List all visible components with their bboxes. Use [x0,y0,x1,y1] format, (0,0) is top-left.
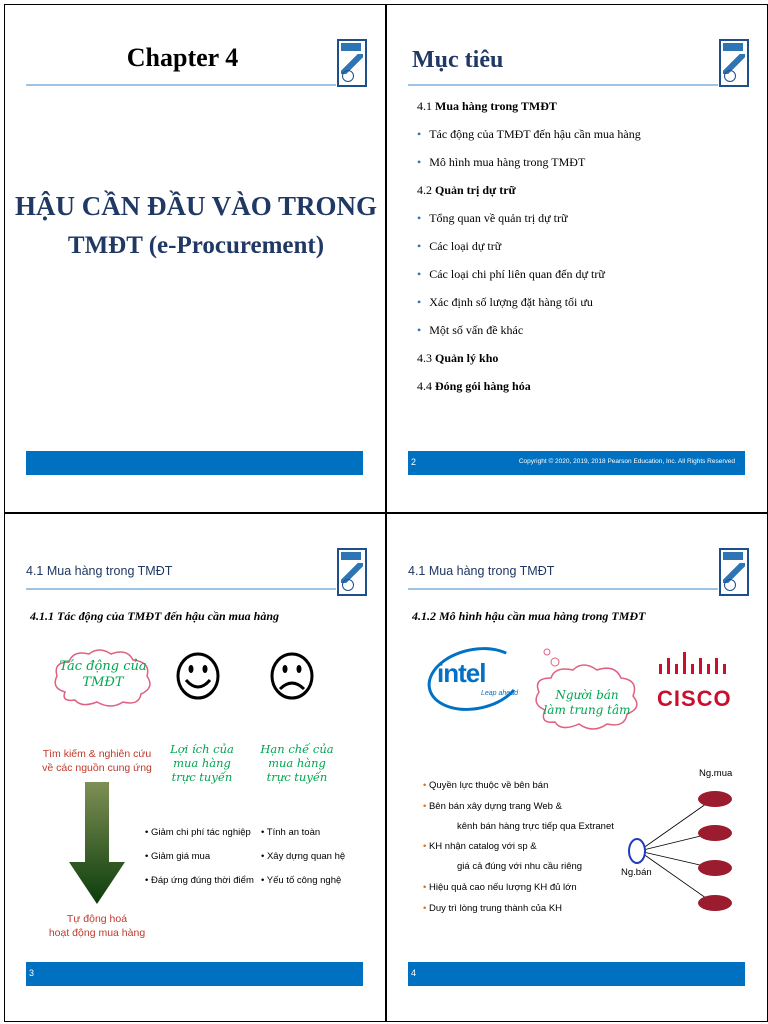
slide-footer [408,962,745,986]
title-divider [26,84,336,86]
bullet-item: • Duy trì lòng trung thành của KH [423,903,563,914]
subsection-title: 4.1.1 Tác động của TMĐT đến hậu cần mua hàng [30,609,280,623]
buyer-label: Ng.mua [699,768,733,779]
automation-line-1: Tự động hoá [66,913,128,925]
slide-footer [26,451,363,475]
limit-title-line-2: mua hàng [268,756,326,770]
university-logo-icon [719,548,749,596]
slide-title: Chapter 4 [126,43,239,72]
benefit-title [157,742,247,784]
cloud-text [47,659,159,691]
cloud-line-2: làm trung tâm [543,703,631,717]
copyright-text: Copyright © 2020, 2019, 2018 Pearson Education, Inc. All Rights Reserved [518,458,735,465]
slide-footer [408,451,745,475]
slide-4 [386,513,768,1022]
slide-title: Mục tiêu [412,47,504,73]
title-divider [26,588,336,590]
title-divider [408,588,718,590]
smiley-face-icon [175,652,221,705]
list-item: • Tác động của TMĐT đến hậu cần mua hàng [417,127,641,155]
intel-logo-tagline: Leap ahead [481,690,518,697]
section-header: 4.1 Mua hàng trong TMĐT [26,564,173,578]
university-logo-icon [337,39,367,87]
list-item: • Các loại chi phí liên quan đến dự trữ [417,267,641,295]
cisco-bridge-icon [657,650,729,678]
limit-title-line-1: Hạn chế của [260,742,334,756]
cloud-line-1: Người bán [555,688,619,702]
limit-item: • Xây dựng quan hệ [261,851,346,862]
objective-list [417,99,641,407]
slide-3 [4,513,386,1022]
slide-footer [26,962,363,986]
section-header: 4.1 Mua hàng trong TMĐT [408,564,555,578]
main-title-line-2: TMĐT (e-Procurement) [67,232,325,259]
limit-title [249,742,345,784]
list-item: • Mô hình mua hàng trong TMĐT [417,155,641,183]
cloud-text [527,688,647,718]
list-item: • Một số vấn đề khác [417,323,641,351]
bullet-item: • KH nhận catalog với sp & [423,841,537,852]
list-item: • Các loại dự trữ [417,239,641,267]
subsection-title: 4.1.2 Mô hình hậu cần mua hàng trong TMĐT [412,609,646,623]
research-text [35,747,159,775]
bullet-item: giá cả đúng với nhu cầu riêng [457,861,583,872]
main-title-line-1: HẬU CẦN ĐẦU VÀO TRONG [14,191,378,221]
limit-item: • Yếu tố công nghệ [261,875,342,886]
list-item: • Tổng quan về quản trị dự trữ [417,211,641,239]
benefit-title-line-2: mua hàng [173,756,231,770]
network-diagram [619,774,749,924]
slide-2 [386,4,768,513]
buyer-node [698,895,732,911]
buyer-node [698,860,732,876]
benefit-title-line-3: trực tuyến [171,770,233,784]
page-number: 2 [411,457,417,467]
limit-item: • Tính an toàn [261,827,321,838]
bullet-item: • Hiệu quả cao nếu lượng KH đủ lớn [423,882,577,893]
list-item: 4.2 Quản trị dự trữ [417,183,516,197]
limit-title-line-3: trực tuyến [266,770,328,784]
university-logo-icon [337,548,367,596]
page-number: 4 [411,968,417,978]
bullet-item: • Quyền lực thuộc về bên bán [423,780,549,791]
sad-face-icon [269,652,315,705]
benefit-title-line-1: Lợi ích của [170,742,234,756]
bullet-item: • Bên bán xây dựng trang Web & [423,801,562,812]
university-logo-icon [719,39,749,87]
buyer-node [698,791,732,807]
page-number: 3 [29,968,35,978]
list-item: 4.1 Mua hàng trong TMĐT [417,99,557,113]
cloud-line-2: TMĐT [82,675,124,690]
buyer-node [698,825,732,841]
seller-label: Ng.bán [621,867,652,878]
slide-1 [4,4,386,513]
title-divider [408,84,718,86]
seller-node [629,839,645,863]
automation-text [35,912,159,940]
intel-logo-word: intel [437,658,486,688]
cloud-line-1: Tác động của [59,659,147,674]
research-line-1: Tìm kiếm & nghiên cứu [42,748,152,760]
research-line-2: về các nguồn cung ứng [42,762,152,774]
benefit-item: • Giảm chi phí tác nghiệp [145,827,251,838]
bullet-item: kênh bán hàng trực tiếp qua Extranet [457,821,614,832]
automation-line-2: hoạt động mua hàng [48,927,146,939]
list-item: • Xác định số lượng đặt hàng tối ưu [417,295,641,323]
list-item: 4.4 Đóng gói hàng hóa [417,379,531,393]
list-item: 4.3 Quản lý kho [417,351,499,365]
cisco-logo-word: CISCO [657,686,732,711]
benefit-item: • Giảm giá mua [145,851,211,862]
down-arrow-icon [67,782,127,906]
benefit-item: • Đáp ứng đúng thời điểm [145,875,254,886]
